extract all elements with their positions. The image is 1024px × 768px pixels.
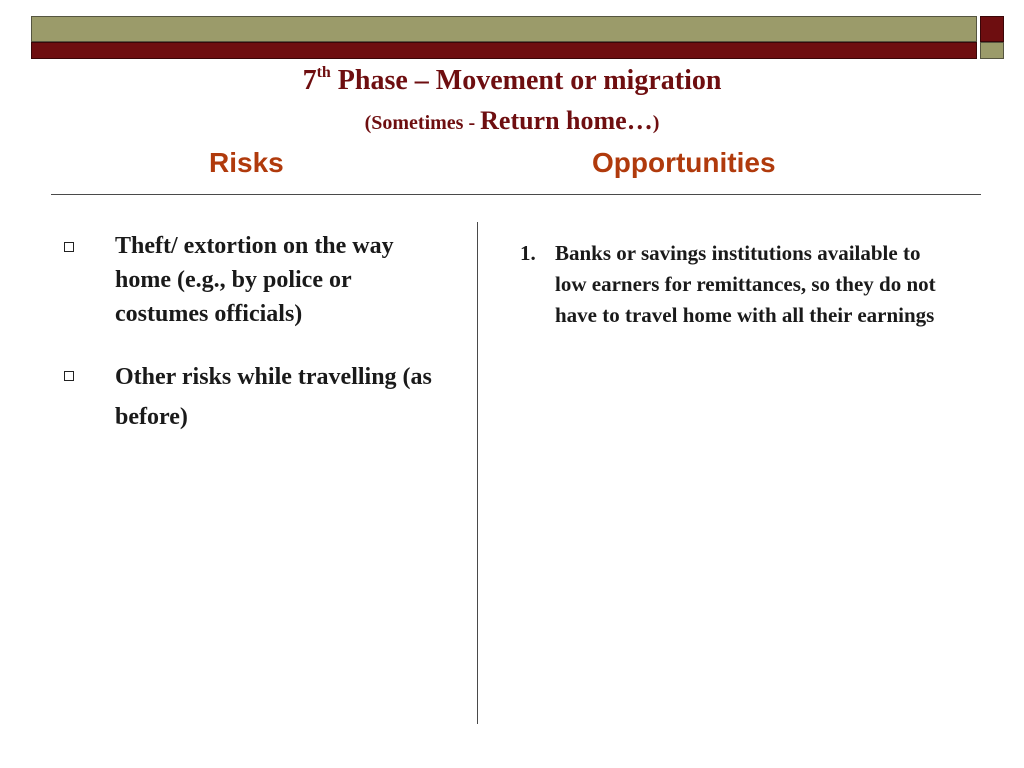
risks-list [64,229,444,463]
opportunity-number: 1. [520,241,536,265]
header-square-olive [980,42,1004,59]
title-number: 7 [302,65,317,96]
square-bullet-icon [64,371,74,381]
subtitle-open: (Sometimes - [364,112,481,134]
square-bullet-icon [64,242,74,252]
horizontal-divider [51,194,981,195]
header-bar-maroon [31,42,977,59]
opportunity-item [520,238,950,331]
risk-item [64,229,444,331]
opportunities-list [520,238,950,331]
opportunities-heading: Opportunities [592,147,776,178]
risk-item [64,357,444,437]
title-superscript: th [316,64,331,81]
risks-heading: Risks [209,147,284,178]
slide-title [0,64,1024,98]
risk-item-text: Other risks while travelling (as before) [115,364,432,430]
title-text: Phase – Movement or migration [330,65,722,96]
risk-item-text: Theft/ extortion on the way home (e.g., by police or costumes officials) [115,233,394,327]
subtitle-close: ) [652,112,660,134]
subtitle-emphasis: Return home… [480,106,653,135]
opportunity-item-text: Banks or savings institutions available to low earners for remittances, so they do not have to travel home with all their earnings [555,241,936,327]
header-square-maroon [980,16,1004,42]
vertical-divider [477,222,478,724]
slide-subtitle [0,104,1024,140]
header-bar-olive [31,16,977,42]
